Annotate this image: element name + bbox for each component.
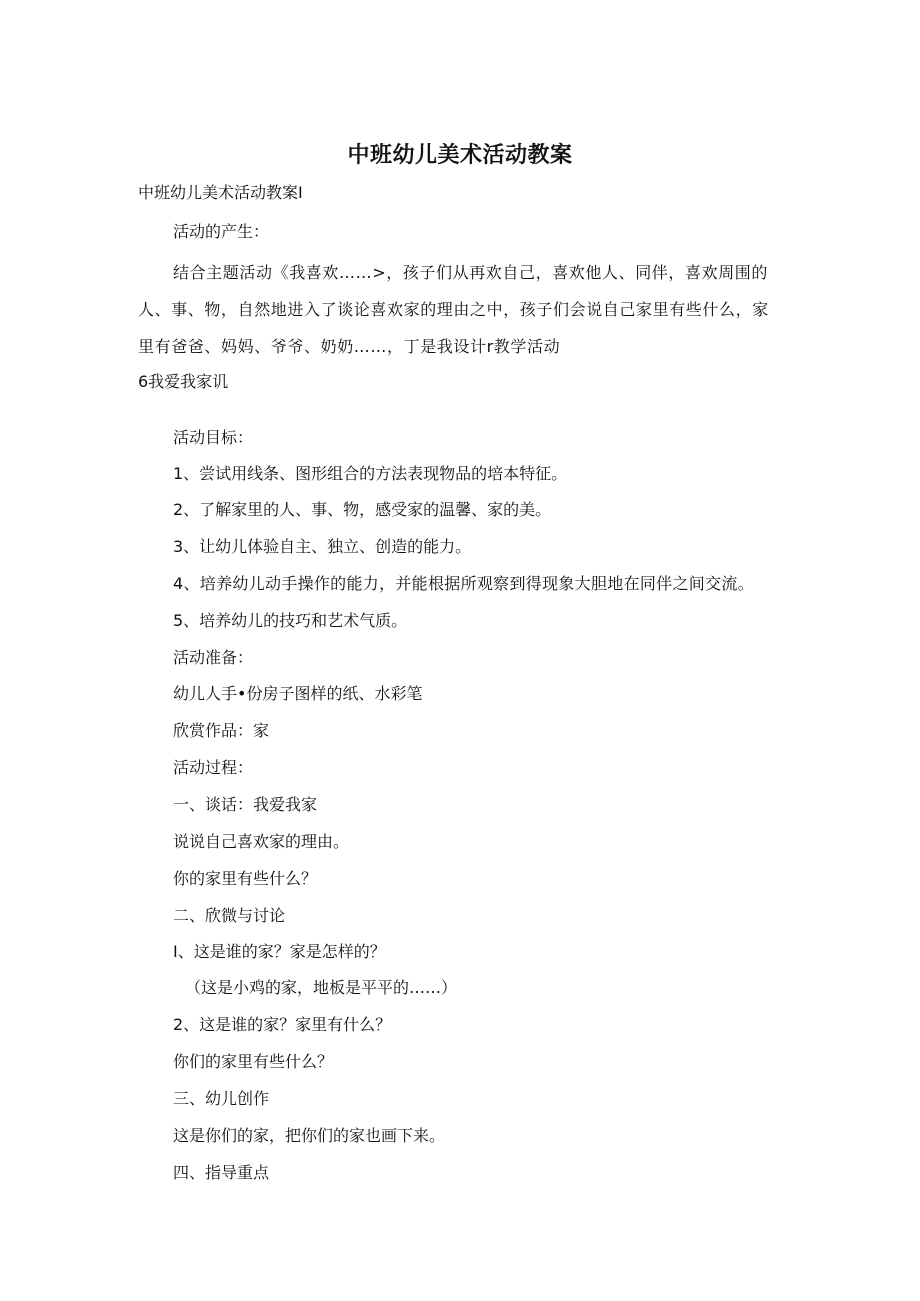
document-title: 中班幼儿美术活动教案 xyxy=(347,143,573,168)
prep-heading: 活动准备： xyxy=(173,648,254,667)
goal-item: 5、培养幼儿的技巧和艺术气质。 xyxy=(173,611,408,630)
process-step: 一、谈话：我爱我家 xyxy=(173,795,318,814)
goal-item: 3、让幼儿体验自主、独立、创造的能力。 xyxy=(173,537,472,556)
origin-paragraph-tail: 6我爱我家讥 xyxy=(138,372,229,391)
process-line: 这是你们的家，把你们的家也画下来。 xyxy=(173,1126,446,1145)
origin-heading: 活动的产生： xyxy=(173,222,270,241)
process-step: 四、指导重点 xyxy=(173,1163,270,1182)
process-line: I、这是谁的家？家是怎样的？ xyxy=(173,942,386,961)
process-line: 你们的家里有些什么？ xyxy=(173,1052,334,1071)
document-subtitle: 中班幼儿美术活动教案I xyxy=(138,183,303,202)
goals-heading: 活动目标： xyxy=(173,428,254,447)
goal-item: 1、尝试用线条、图形组合的方法表现物品的培本特征。 xyxy=(173,464,568,483)
origin-paragraph: 结合主题活动《我喜欢……>，孩子们从再欢自己，喜欢他人、同伴，喜欢周围的人、事、物，自然地进入了谈论喜欢家的理由之中，孩子们会说自己家里有些什么，家里有爸爸、妈妈、爷爷、奶奶……，丁是我设计r教学活动 xyxy=(138,263,769,356)
goal-item: 2、了解家里的人、事、物，感受家的温馨、家的美。 xyxy=(173,500,552,519)
process-step: 二、欣微与讨论 xyxy=(173,906,286,925)
process-heading: 活动过程： xyxy=(173,758,254,777)
process-line: 说说自己喜欢家的理由。 xyxy=(173,832,350,851)
process-line: （这是小鸡的家，地板是平平的……） xyxy=(185,978,458,997)
process-line: 你的家里有些什么？ xyxy=(173,869,318,888)
process-line: 2、这是谁的家？家里有什么？ xyxy=(173,1015,392,1034)
goal-item: 4、培养幼儿动手操作的能力，并能根据所观察到得现象大胆地在同伴之间交流。 xyxy=(173,574,754,593)
prep-item: 欣赏作品：家 xyxy=(173,721,270,740)
prep-item: 幼儿人手•份房子图样的纸、水彩笔 xyxy=(173,684,423,703)
process-step: 三、幼儿创作 xyxy=(173,1089,270,1108)
